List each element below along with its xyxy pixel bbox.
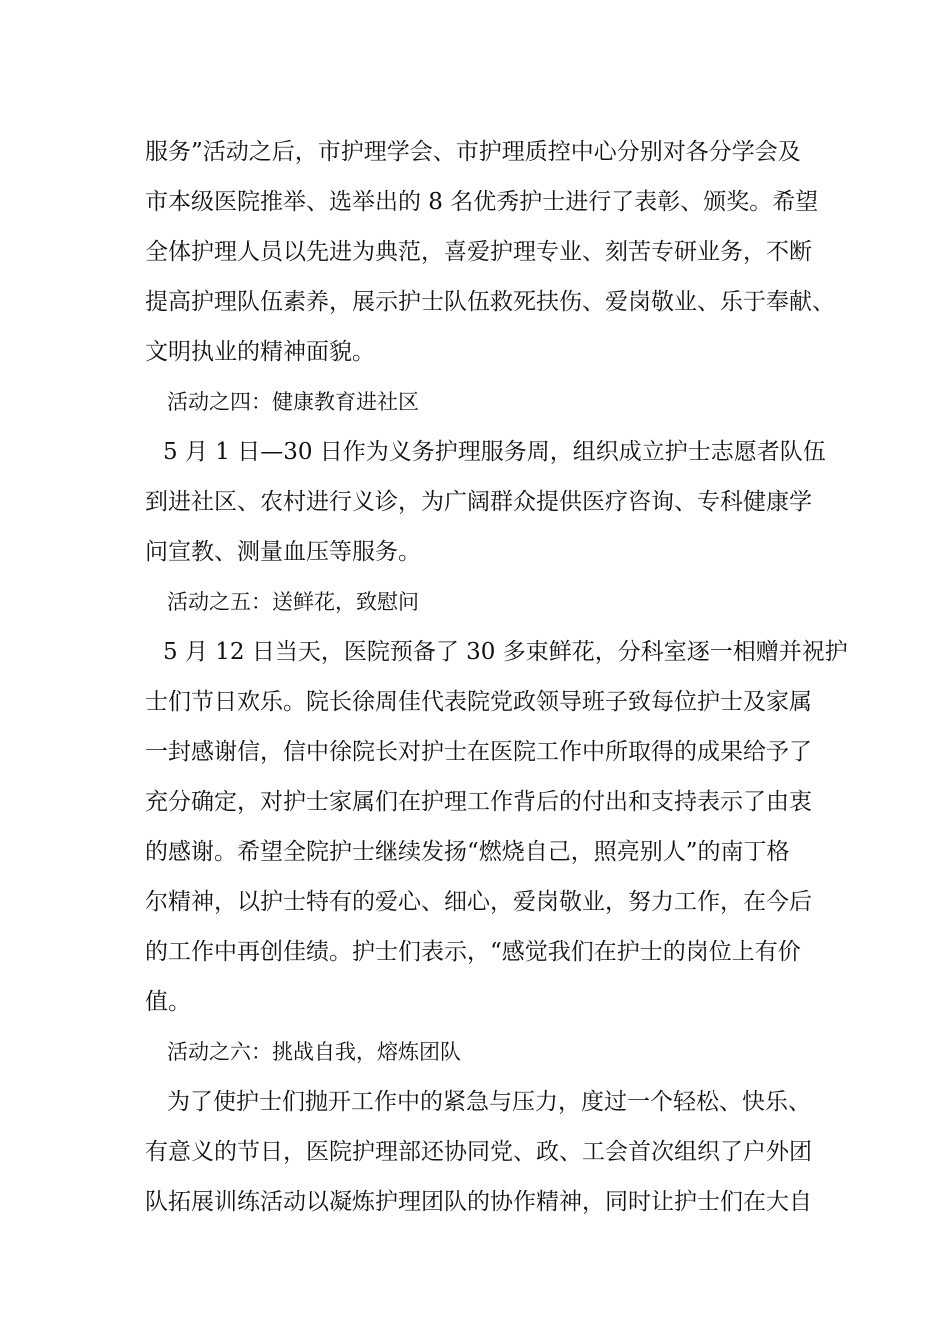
paragraph-line: 到进社区、农村进行义诊，为广阔群众提供医疗咨询、专科健康学 (145, 489, 812, 515)
paragraph-line: 为了使护士们抛开工作中的紧急与压力，度过一个轻松、快乐、 (167, 1089, 811, 1115)
paragraph-line: 5 月 12 日当天，医院预备了 30 多束鲜花，分科室逐一相赠并祝护 (163, 639, 848, 665)
paragraph-line: 问宣教、测量血压等服务。 (145, 539, 421, 565)
paragraph-line: 全体护理人员以先进为典范，喜爱护理专业、刻苦专研业务，不断 (145, 239, 812, 265)
section-heading: 活动之六：挑战自我，熔炼团队 (167, 1040, 461, 1064)
paragraph-line: 有意义的节日，医院护理部还协同党、政、工会首次组织了户外团 (145, 1139, 812, 1165)
paragraph-line: 文明执业的精神面貌。 (145, 339, 375, 365)
paragraph-line: 士们节日欢乐。院长徐周佳代表院党政领导班子致每位护士及家属 (145, 689, 812, 715)
paragraph-line: 服务”活动之后，市护理学会、市护理质控中心分别对各分学会及 (145, 139, 801, 165)
paragraph-line: 市本级医院推举、选举出的 8 名优秀护士进行了表彰、颁奖。希望 (145, 189, 819, 215)
paragraph-line: 一封感谢信，信中徐院长对护士在医院工作中所取得的成果给予了 (145, 739, 812, 765)
paragraph-line: 尔精神，以护士特有的爱心、细心，爱岗敬业，努力工作，在今后 (145, 889, 812, 915)
paragraph-line: 提高护理队伍素养，展示护士队伍救死扶伤、爱岗敬业、乐于奉献、 (145, 289, 835, 315)
paragraph-line: 5 月 1 日—30 日作为义务护理服务周，组织成立护士志愿者队伍 (163, 439, 826, 465)
paragraph-line: 的感谢。希望全院护士继续发扬“燃烧自己，照亮别人”的南丁格 (145, 839, 790, 865)
section-heading: 活动之四：健康教育进社区 (167, 390, 419, 414)
section-heading: 活动之五：送鲜花，致慰问 (167, 590, 419, 614)
document-body (145, 127, 848, 1227)
paragraph-line: 值。 (145, 989, 191, 1015)
paragraph-line: 队拓展训练活动以凝炼护理团队的协作精神，同时让护士们在大自 (145, 1189, 812, 1215)
paragraph-line: 的工作中再创佳绩。护士们表示，“感觉我们在护士的岗位上有价 (145, 939, 801, 965)
paragraph-line: 充分确定，对护士家属们在护理工作背后的付出和支持表示了由衷 (145, 789, 812, 815)
